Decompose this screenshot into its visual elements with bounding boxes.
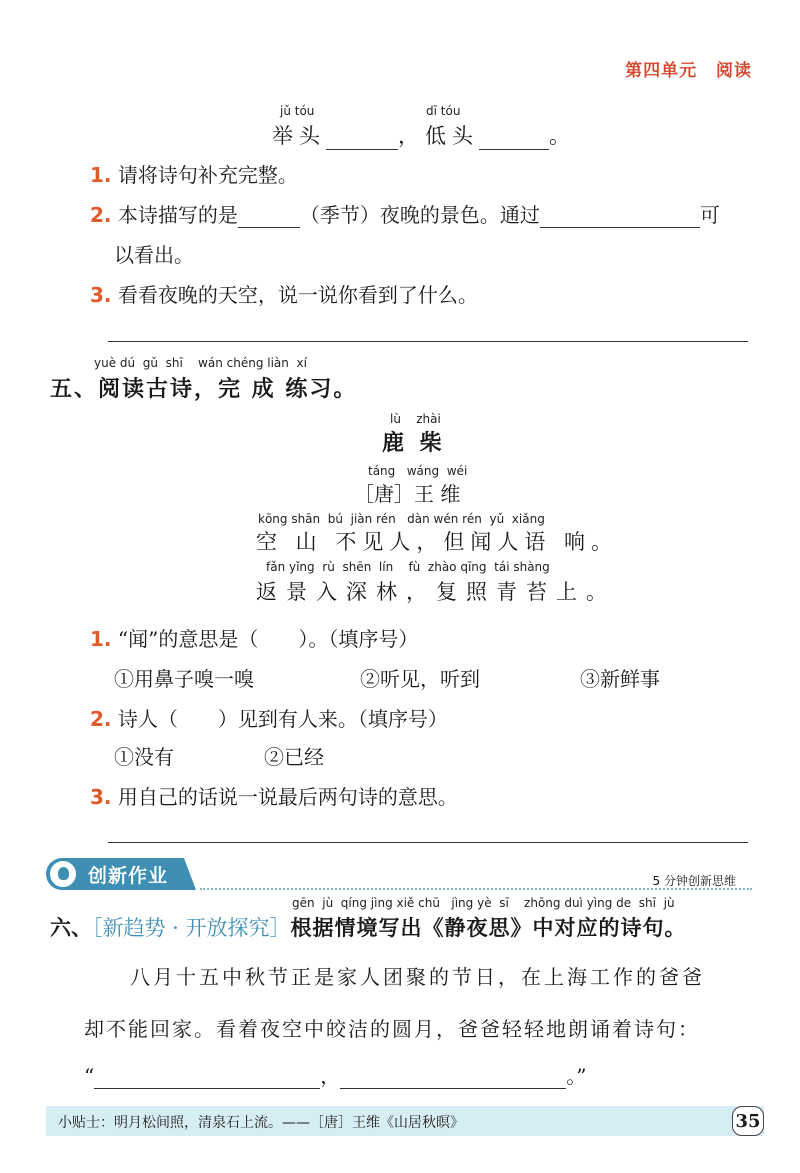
option-5-1-1[interactable]: ①用鼻子嗅一嗅 (114, 667, 254, 691)
poem-line2: 返景入深林，复照青苔上。 (256, 580, 616, 604)
banner-label: 创新作业 (88, 865, 169, 887)
answer-blank-1[interactable] (94, 1088, 320, 1089)
question-5-1 (90, 626, 418, 652)
option-5-1-2[interactable]: ②听见，听到 (360, 667, 480, 691)
poem-title: 鹿 柴 (382, 430, 446, 456)
poem-author-pinyin: táng wáng wéi (368, 464, 468, 478)
evidence-blank[interactable] (540, 227, 700, 228)
question-4-2-cont: 以看出。 (114, 243, 194, 267)
poem-line1: 空 山 不见人，但闻人语 响。 (256, 530, 619, 554)
season-blank[interactable] (238, 227, 300, 228)
section6-pinyin: gēn jù qíng jìng xiě chū jìng yè sī zhōng duì yìng de shī jù (292, 896, 675, 910)
question-4-3 (90, 282, 478, 308)
question-5-2 (90, 706, 448, 732)
answer-blank-2[interactable] (340, 1088, 566, 1089)
page-number: 35 (732, 1106, 764, 1136)
question-4-1 (90, 162, 298, 188)
section6-answer (84, 1060, 586, 1089)
pinyin-ditou: dī tóu (426, 104, 461, 118)
word-jutou: 举头 (272, 124, 326, 148)
option-5-2-2[interactable]: ②已经 (264, 745, 324, 769)
section6-paragraph-1: 八月十五中秋节正是家人团聚的节日，在上海工作的爸爸 (130, 965, 705, 989)
question-5-3 (90, 784, 458, 810)
question-number: 1. (90, 163, 112, 187)
blank-ditou[interactable] (479, 149, 549, 150)
question-text: 本诗描写的是 (117, 203, 238, 227)
option-5-2-1[interactable]: ①没有 (114, 745, 174, 769)
comma: ， (320, 1064, 341, 1088)
question-text: “闻”的意思是（ ）。（填序号） (117, 627, 419, 651)
question-text: 用自己的话说一说最后两句诗的意思。 (117, 785, 458, 809)
topic-label: 阅读 (716, 61, 752, 81)
question-number: 3. (90, 283, 112, 307)
unit-header (613, 56, 752, 81)
period: 。 (549, 124, 576, 148)
section6-tag: ［新趋势 · 开放探究］ (92, 916, 291, 940)
poem-author: ［唐］王 维 (354, 482, 461, 506)
question-text: 可 (699, 203, 720, 227)
question-number: 2. (90, 203, 112, 227)
poem-line1-pinyin: kōng shān bú jiàn rén dàn wén rén yǔ xiǎng (258, 512, 545, 526)
lightbulb-icon (48, 859, 78, 889)
question-text: 诗人（ ）见到有人来。（填序号） (117, 707, 448, 731)
section6-prefix: 六、 (50, 915, 92, 940)
question-number: 1. (90, 627, 112, 651)
close-quote: 。” (566, 1064, 587, 1088)
section5-pinyin: yuè dú gǔ shī wán chéng liàn xí (94, 356, 307, 370)
section6-heading (50, 912, 687, 942)
unit-label: 第四单元 (625, 61, 698, 81)
innovation-banner (46, 858, 206, 890)
pinyin-jutou: jǔ tóu (280, 104, 315, 118)
poem-title-pinyin: lù zhài (390, 412, 441, 426)
open-quote: “ (84, 1064, 95, 1088)
banner-note: 5 分钟创新思维 (652, 874, 736, 888)
option-5-1-3[interactable]: ③新鲜事 (580, 667, 660, 691)
question-number: 3. (90, 785, 112, 809)
question-text: （季节）夜晚的景色。通过 (299, 203, 540, 227)
section5-title: 五、阅读古诗，完 成 练习。 (50, 376, 358, 402)
section6-paragraph-2: 却不能回家。看着夜空中皎洁的圆月，爸爸轻轻地朗诵着诗句： (84, 1017, 700, 1041)
question-text: 请将诗句补充完整。 (117, 163, 298, 187)
question-number: 2. (90, 707, 112, 731)
word-ditou: ，低头 (398, 124, 479, 148)
poem-line2-pinyin: fǎn yǐng rù shēn lín fù zhào qīng tái shàng (266, 560, 550, 574)
question-text: 看看夜晚的天空，说一说你看到了什么。 (117, 283, 478, 307)
poem-line-fill (272, 120, 576, 150)
answer-line[interactable] (108, 842, 748, 843)
answer-line[interactable] (108, 341, 748, 342)
blank-jutou[interactable] (326, 149, 398, 150)
section6-title: 根据情境写出《静夜思》中对应的诗句。 (290, 915, 687, 940)
tip-text: 小贴士：明月松间照，清泉石上流。——［唐］王维《山居秋暝》 (58, 1115, 464, 1131)
question-4-2 (90, 202, 720, 228)
